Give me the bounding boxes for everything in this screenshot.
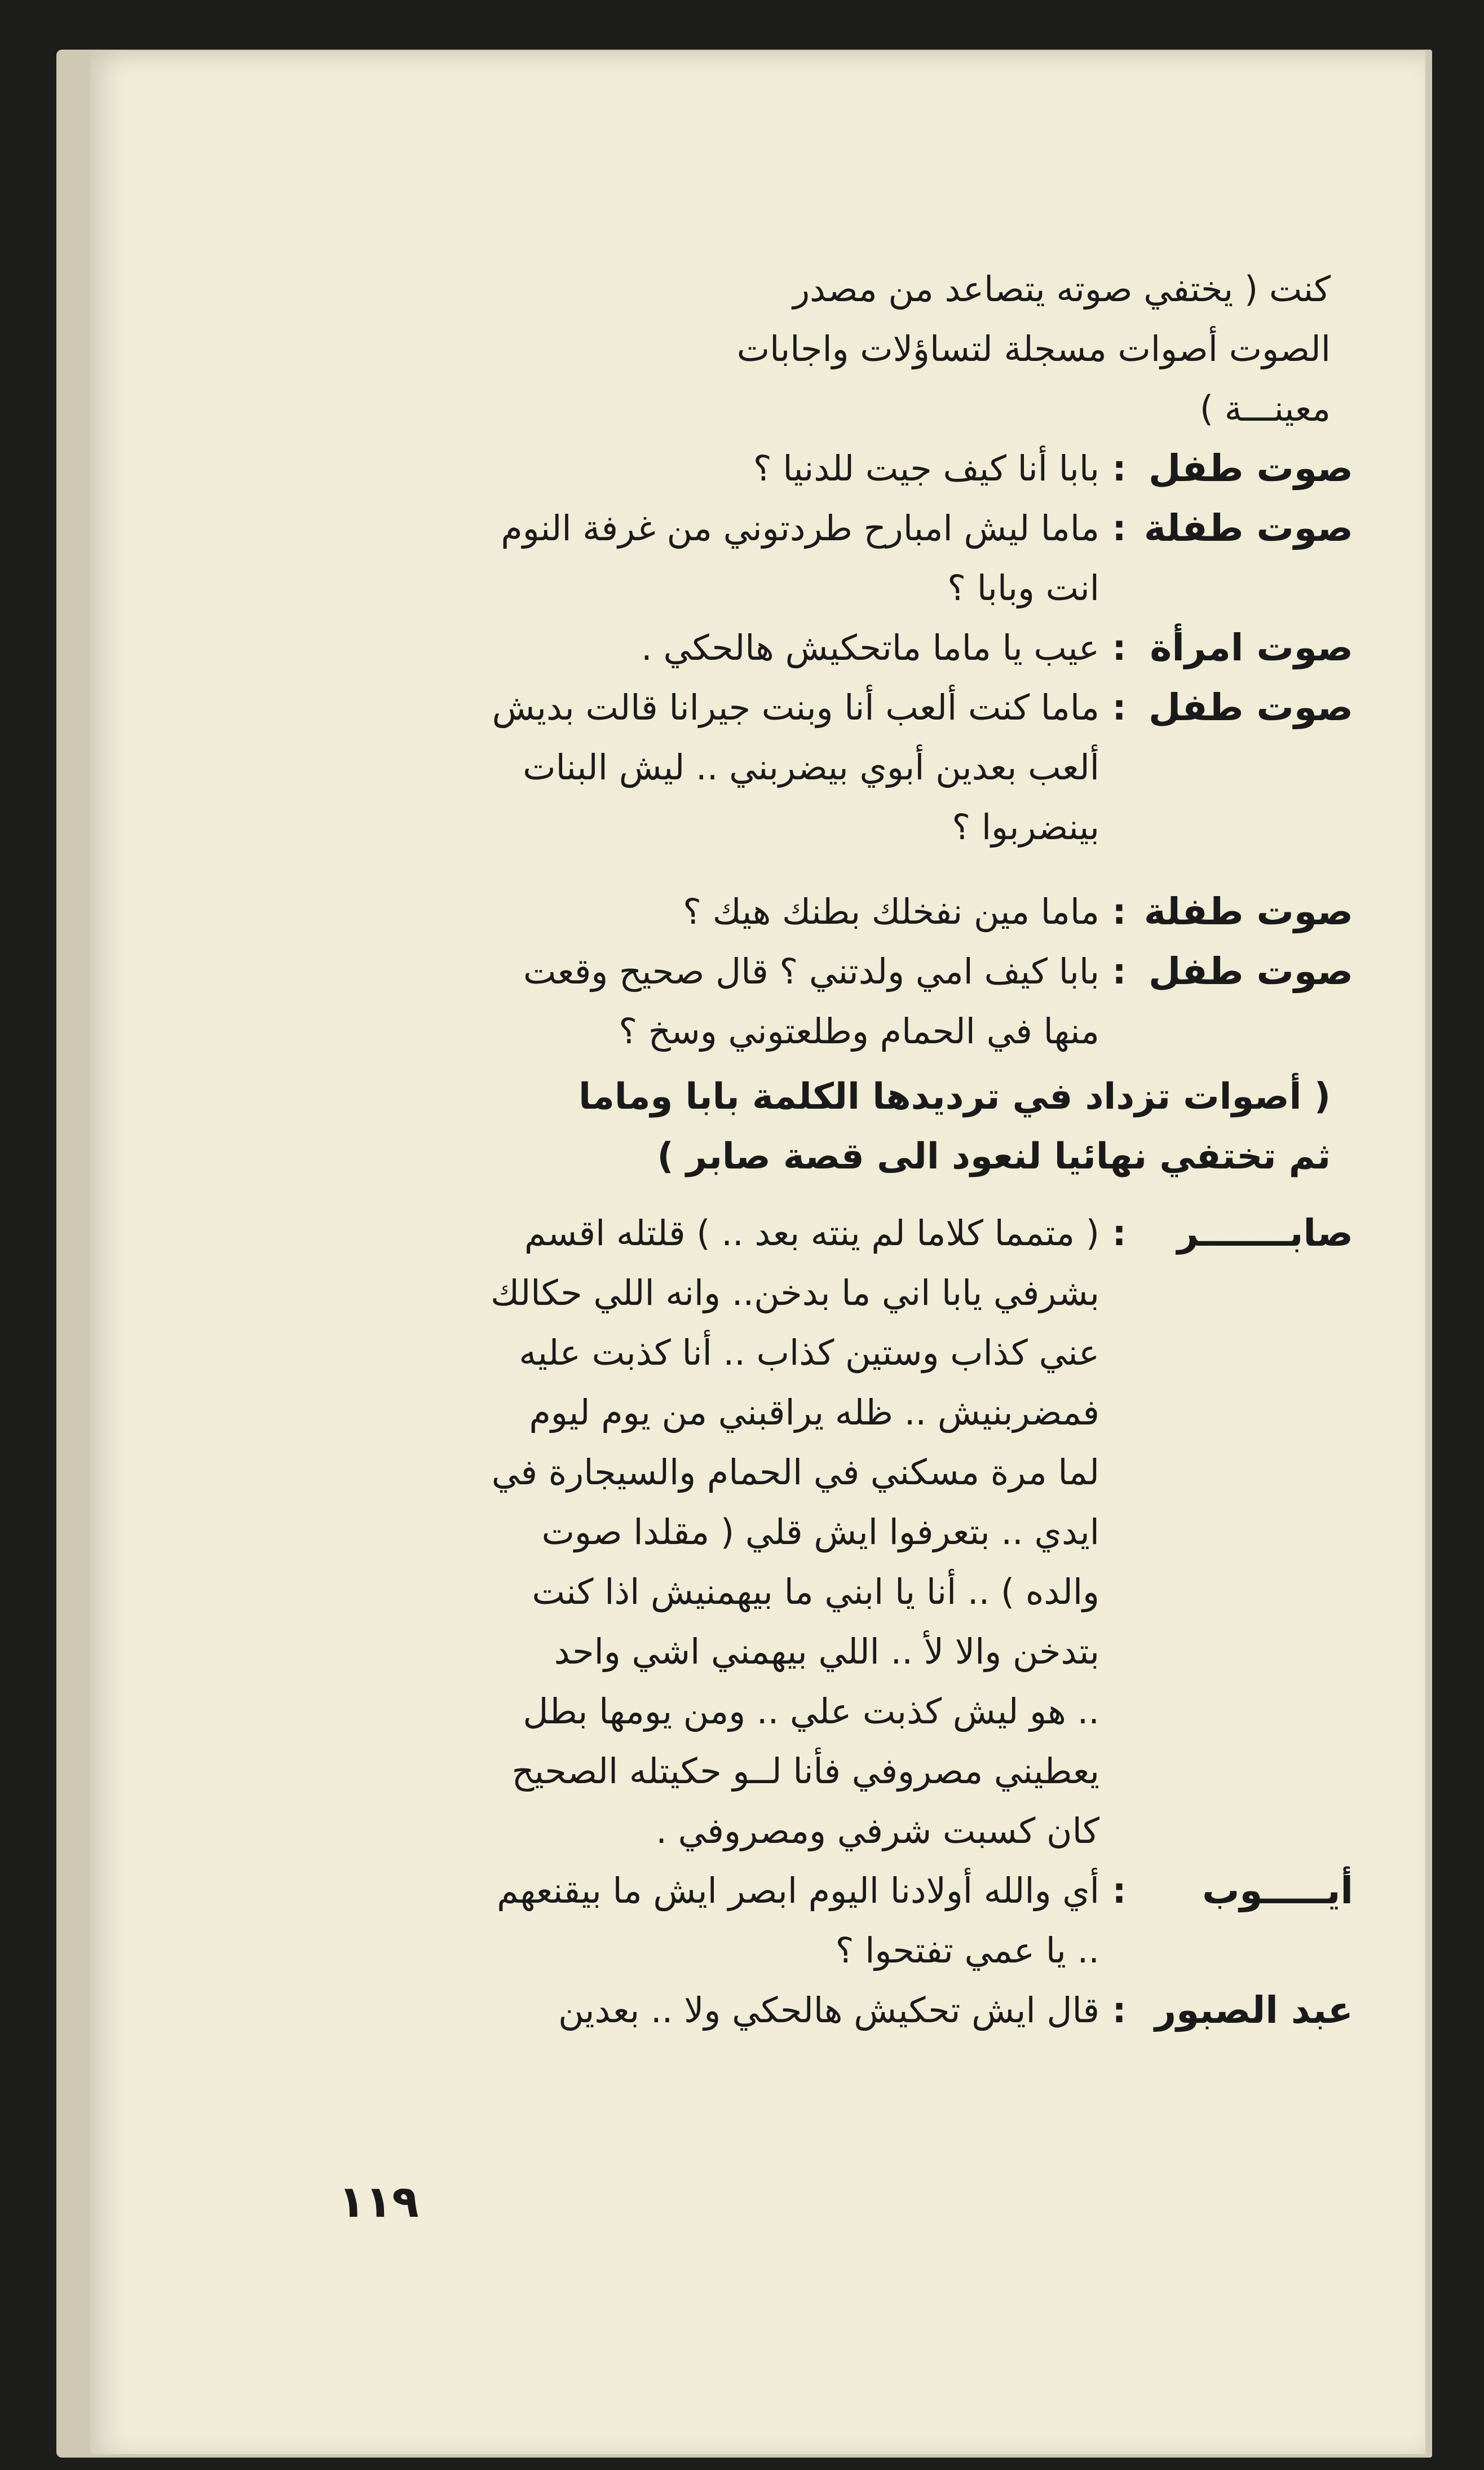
speaker-name: صوت طفل [1148,950,1353,993]
speaker-colon: : [1112,508,1127,549]
dialogue-entry [237,882,1353,942]
text-line: الصوت أصوات مسجلة لتساؤلات واجابات [736,328,1331,369]
speaker-colon: : [1112,448,1127,489]
speaker-name: صوت طفلة [1143,506,1353,550]
dialogue-entry [237,678,1353,857]
speaker-name: صوت طفل [1148,686,1353,729]
speaker-colon: : [1112,687,1127,728]
text-line: أي والله أولادنا اليوم ابصر ايش ما بيقنعهم [497,1870,1099,1911]
text-line: منها في الحمام وطلعتوني وسخ ؟ [619,1011,1099,1052]
text-line: معينـــة ) [1199,388,1331,429]
dialogue-entry [237,618,1353,678]
text-line: كنت ( يختفي صوته يتصاعد من مصدر [793,268,1331,310]
text-line: بينضربوا ؟ [952,806,1099,848]
text-line: قال ايش تحكيش هالحكي ولا .. بعدين [558,1990,1099,2031]
text-line: انت وبابا ؟ [947,567,1099,608]
text-line: ايدي .. بتعرفوا ايش قلي ( مقلدا صوت [541,1511,1099,1552]
text-line: يعطيني مصروفي فأنا لــو حكيتله الصحيح [511,1750,1099,1792]
dialogue-entry [237,1203,1353,1861]
text-line: ( متمما كلاما لم ينته بعد .. ) قلتله اقسم [524,1212,1099,1254]
text-line: ثم تختفي نهائيا لنعود الى قصة صابر ) [657,1136,1331,1177]
speech-text [237,1981,1099,2040]
text-line: بشرفي يابا اني ما بدخن.. وانه اللي حكالك [491,1272,1099,1313]
speaker-name: أيـــــوب [1202,1869,1353,1912]
text-line: ألعب بعدين أبوي بيضربني .. ليش البنات [523,747,1099,788]
dialogue-entry [237,1861,1353,1981]
page-number: ١١٩ [338,2177,419,2228]
text-line: بابا أنا كيف جيت للدنيا ؟ [753,448,1099,489]
text-line: ماما ليش امبارح طردتوني من غرفة النوم [501,508,1099,549]
text-line: ماما مين نفخلك بطنك هيك ؟ [683,891,1099,932]
dialogue-entry [237,942,1353,1061]
speech-text [237,1861,1099,1981]
text-line: ماما كنت ألعب أنا وبنت جيرانا قالت بديش [492,687,1099,728]
speech-text [237,882,1099,942]
bold-stage-direction [237,1067,1353,1187]
text-line: عيب يا ماما ماتحكيش هالحكي . [641,627,1099,668]
page-text [237,259,1353,2040]
speaker-name: صوت طفل [1148,447,1353,490]
text-line: كان كسبت شرفي ومصروفي . [656,1810,1099,1851]
text-line: عني كذاب وستين كذاب .. أنا كذبت عليه [519,1332,1099,1373]
speaker-name: صوت طفلة [1143,890,1353,933]
speaker-name: صابـــــــر [1177,1211,1353,1255]
speaker-name: صوت امرأة [1150,626,1353,669]
speaker-colon: : [1112,891,1127,932]
speech-text [237,1203,1099,1861]
speaker-colon: : [1112,1870,1127,1911]
text-line: لما مرة مسكني في الحمام والسيجارة في [491,1452,1099,1493]
speech-text [237,942,1099,1061]
speaker-colon: : [1112,951,1127,992]
speaker-name: عبد الصبور [1155,1988,1353,2032]
dialogue-entry [237,439,1353,499]
speech-text [237,439,1099,499]
dialogue-entry [237,1981,1353,2040]
stage-direction [237,259,1353,439]
speech-text [237,499,1099,618]
speaker-colon: : [1112,1212,1127,1254]
text-line: والده ) .. أنا يا ابني ما بيهمنيش اذا كنت [532,1571,1099,1612]
dialogue-entry [237,499,1353,618]
speech-text [237,618,1099,678]
speaker-colon: : [1112,1990,1127,2031]
text-line: فمضربنيش .. ظله يراقبني من يوم ليوم [529,1392,1099,1433]
text-line: بتدخن والا لأ .. اللي بيهمني اشي واحد [554,1631,1099,1672]
text-line: .. هو ليش كذبت علي .. ومن يومها بطل [523,1691,1099,1732]
text-line: ( أصوات تزداد في ترديدها الكلمة بابا وماما [578,1076,1331,1118]
speaker-colon: : [1112,627,1127,668]
text-line: .. يا عمي تفتحوا ؟ [835,1930,1099,1971]
text-line: بابا كيف امي ولدتني ؟ قال صحيح وقعت [523,951,1099,992]
speech-text [237,678,1099,857]
